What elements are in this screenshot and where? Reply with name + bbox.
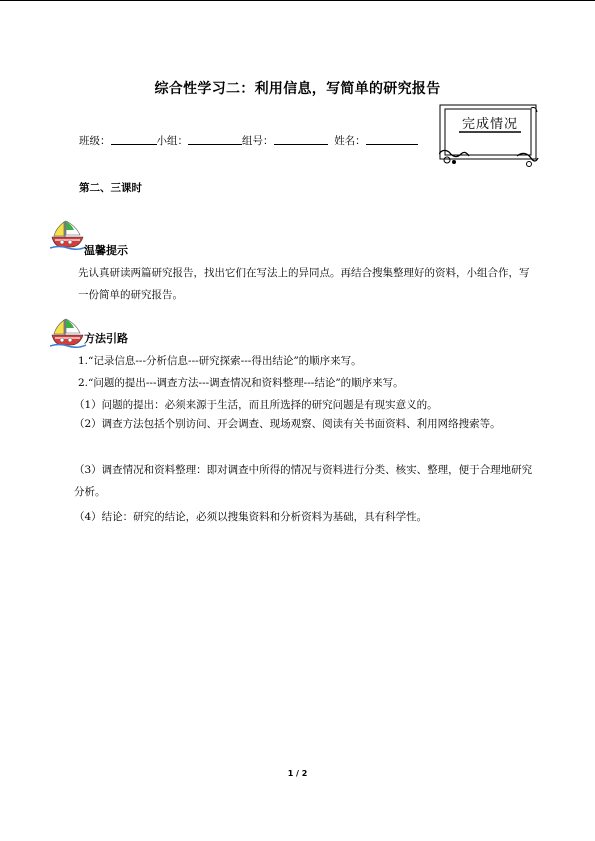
method-item-1: 1.“记录信息---分析信息---研究探索---得出结论”的顺序来写。 bbox=[78, 355, 362, 367]
sailboat-icon bbox=[50, 318, 86, 348]
method-item-4 bbox=[57, 413, 541, 435]
method-item-2: 2.“问题的提出---调查方法---调查情况和资料整理---结论”的顺序来写。 bbox=[78, 377, 404, 389]
method-item-6: （4）结论：研究的结论，必须以搜集资料和分析资料为基础，具有科学性。 bbox=[74, 511, 428, 523]
tips-text bbox=[57, 262, 539, 306]
tips-heading: 温馨提示 bbox=[84, 244, 128, 257]
lesson-label: 第二、三课时 bbox=[79, 182, 142, 194]
method-item-4-text: （2）调查方法包括个别访问、开会调查、现场观察、阅读有关书面资料、利用网络搜索等。 bbox=[74, 418, 501, 430]
page-number: 1 / 2 bbox=[287, 769, 308, 778]
method-heading: 方法引路 bbox=[84, 332, 128, 345]
method-item-3: （1）问题的提出：必须来源于生活，而且所选择的研究问题是有现实意义的。 bbox=[74, 399, 438, 411]
student-info-line bbox=[79, 133, 418, 148]
team-blank[interactable] bbox=[274, 134, 328, 145]
page-title: 综合性学习二：利用信息，写简单的研究报告 bbox=[154, 81, 441, 97]
top-rule bbox=[0, 0, 595, 1]
class-blank[interactable] bbox=[111, 134, 157, 145]
name-blank[interactable] bbox=[366, 134, 418, 145]
group-blank[interactable] bbox=[188, 134, 242, 145]
stamp-label: 完成情况 bbox=[461, 117, 518, 132]
team-label: 组号： bbox=[242, 135, 274, 147]
completion-stamp bbox=[439, 104, 539, 168]
group-label: 小组： bbox=[156, 135, 188, 147]
method-item-5 bbox=[57, 459, 541, 503]
class-label: 班级： bbox=[79, 135, 111, 147]
tips-paragraph: 先认真研读两篇研究报告，找出它们在写法上的异同点。再结合搜集整理好的资料，小组合作，写一份简单的研究报告。 bbox=[78, 267, 530, 301]
method-item-5-text: （3）调查情况和资料整理：即对调查中所得的情况与资料进行分类、核实、整理，便于合理地研究分析。 bbox=[74, 464, 533, 498]
name-label: 姓名： bbox=[334, 135, 366, 147]
sailboat-icon bbox=[50, 220, 86, 250]
